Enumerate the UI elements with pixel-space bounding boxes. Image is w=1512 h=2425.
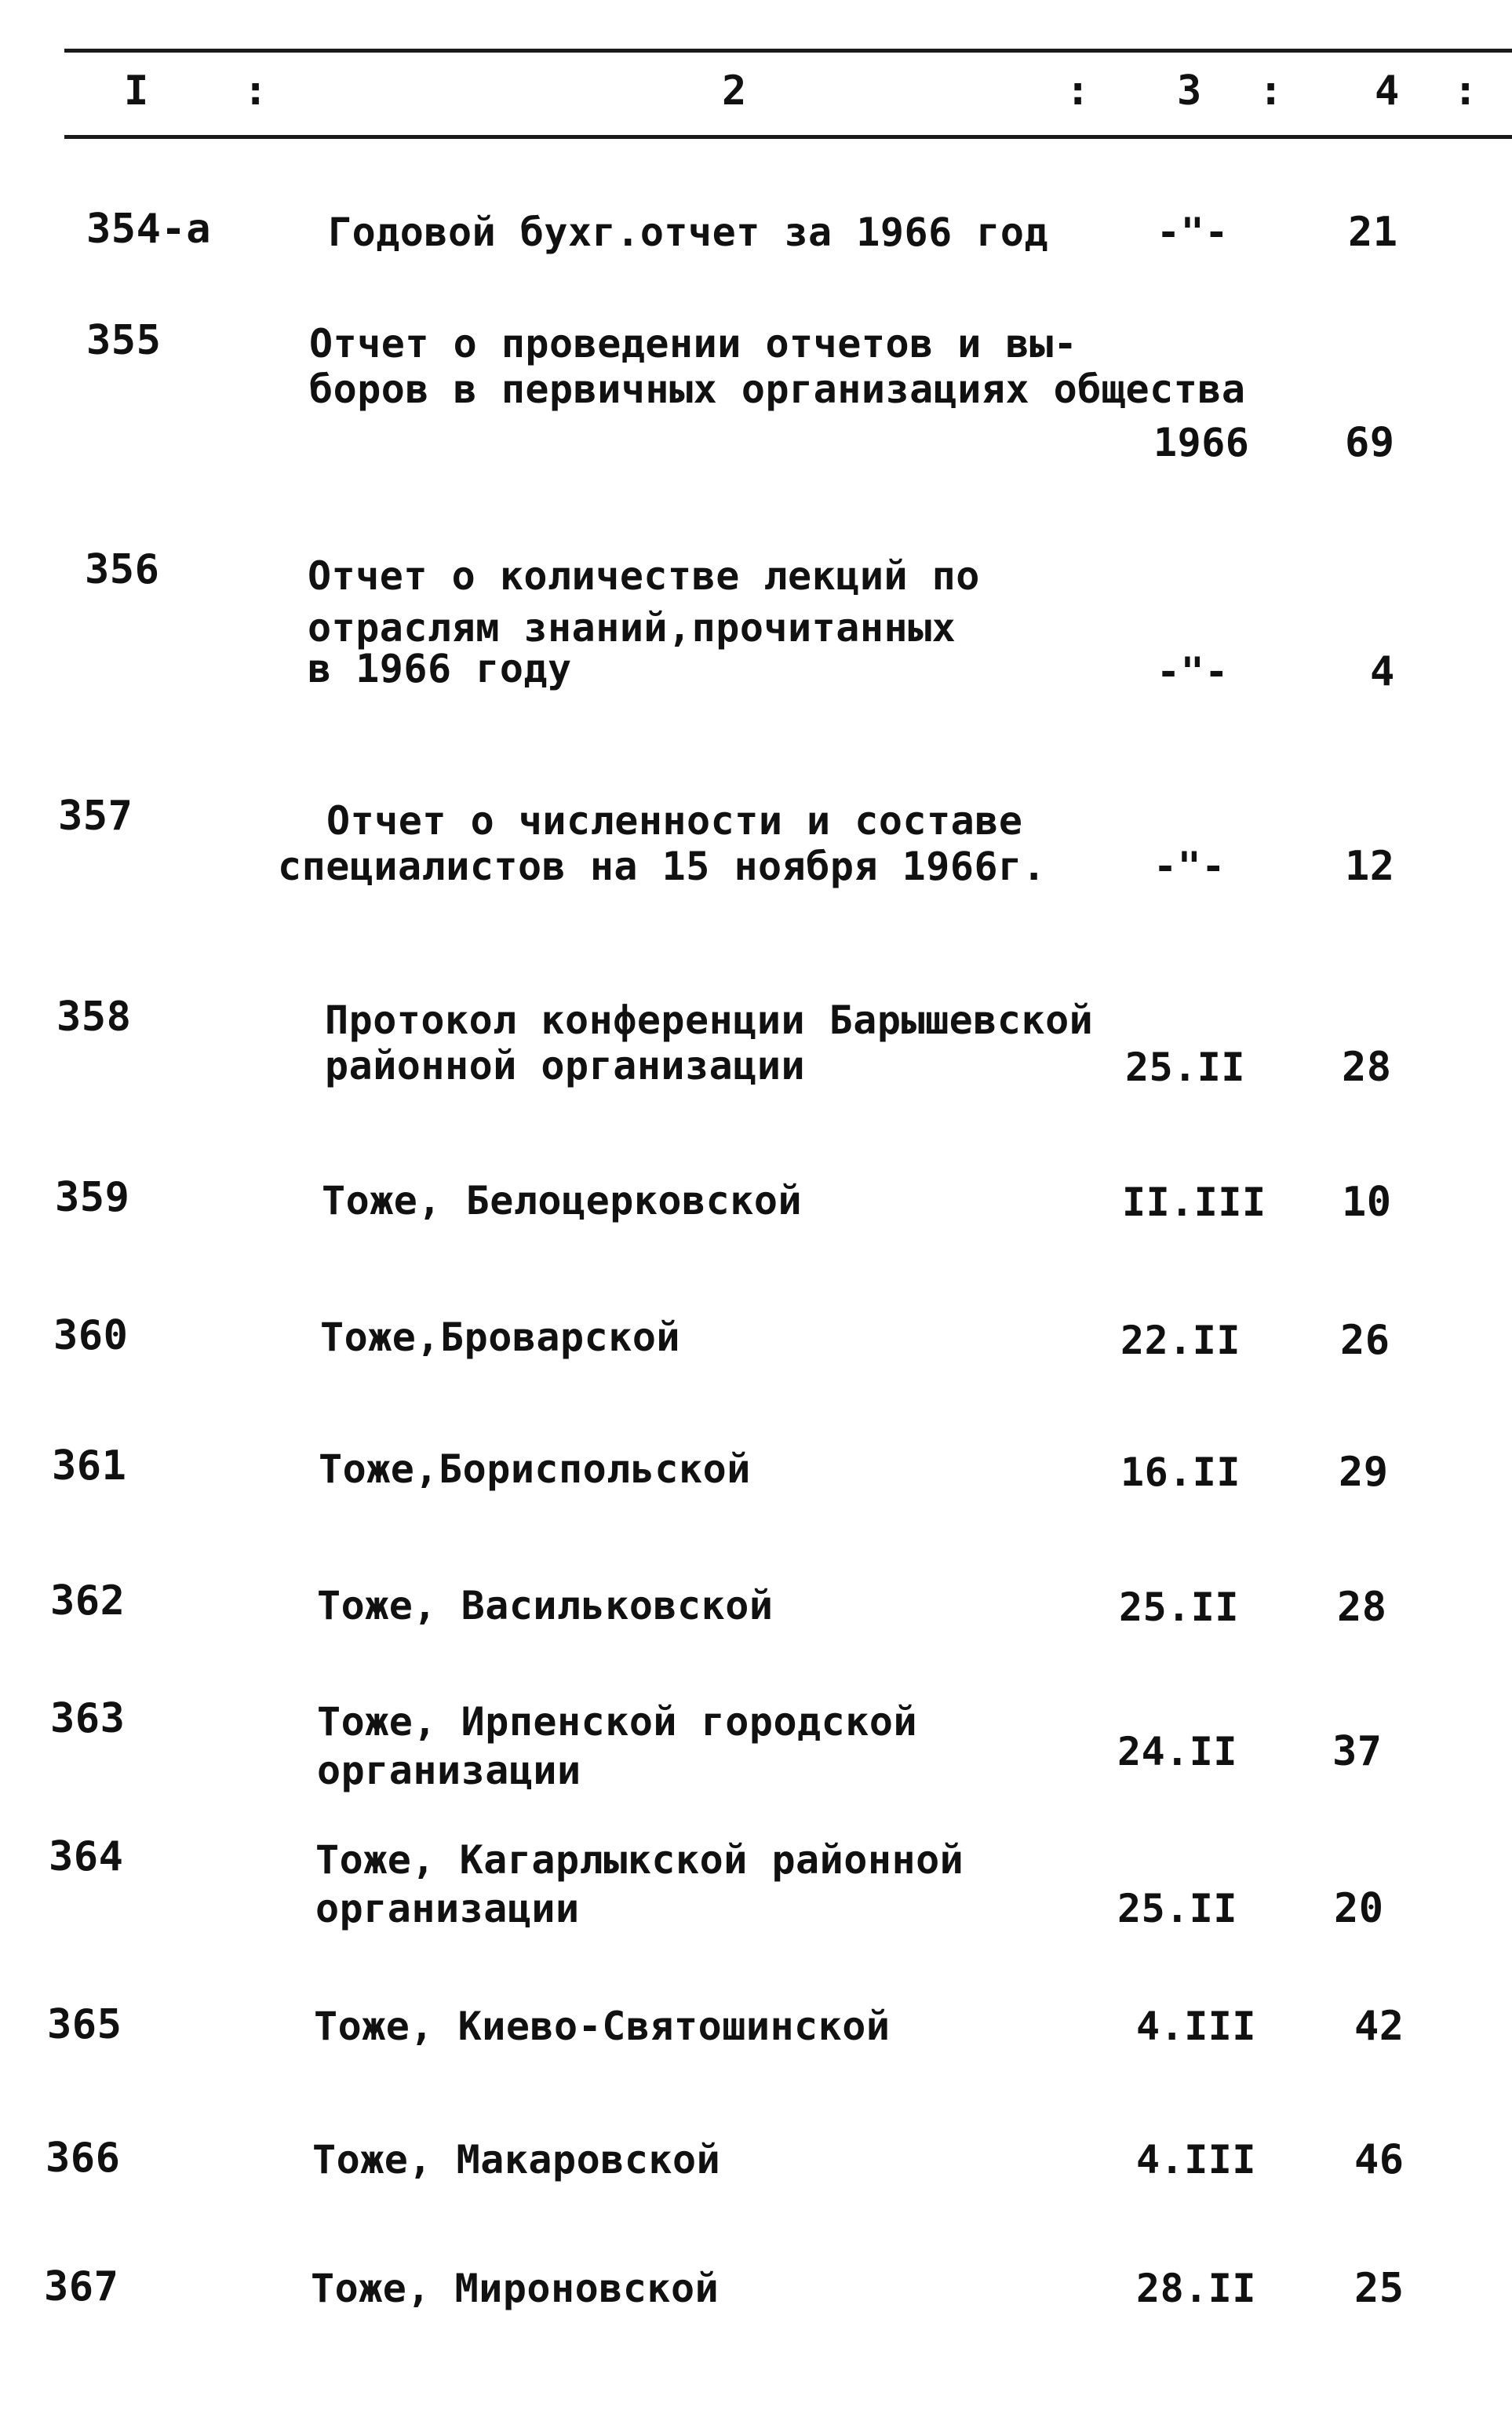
header-separator: :: [1453, 67, 1478, 115]
header-col3: 3: [1177, 67, 1202, 115]
row-title-line: Отчет о количестве лекций по: [308, 553, 980, 599]
header-separator: :: [243, 67, 268, 115]
row-pages: 26: [1340, 1317, 1390, 1364]
row-date: 25.II: [1119, 1584, 1240, 1630]
row-date: -"-: [1157, 210, 1229, 255]
row-pages: 25: [1354, 2265, 1405, 2312]
row-date: 4.III: [1136, 2137, 1257, 2182]
row-date: 25.II: [1125, 1045, 1246, 1090]
row-number: 356: [85, 546, 160, 593]
row-title-line: Протокол конференции Барышевской: [325, 997, 1094, 1043]
row-pages: 42: [1354, 2003, 1405, 2050]
row-date: -"-: [1153, 844, 1226, 889]
row-number: 355: [86, 317, 162, 364]
row-date: II.III: [1122, 1180, 1266, 1225]
header-col2: 2: [722, 67, 747, 115]
row-number: 361: [52, 1442, 127, 1490]
row-pages: 28: [1342, 1044, 1392, 1091]
row-title-line: Тоже, Макаровской: [312, 2137, 721, 2182]
row-title-line: Тоже, Васильковской: [317, 1583, 774, 1628]
row-number: 366: [46, 2135, 121, 2182]
row-title-line: боров в первичных организациях общества: [309, 366, 1246, 412]
row-pages: 10: [1342, 1179, 1392, 1226]
row-date: 24.II: [1117, 1729, 1238, 1774]
row-title-line: Тоже, Кагарлыкской районной: [315, 1837, 964, 1883]
row-title-line: в 1966 году: [308, 646, 572, 691]
row-pages: 21: [1348, 209, 1398, 256]
row-title-line: Отчет о проведении отчетов и вы-: [309, 321, 1078, 366]
header-col4: 4: [1375, 67, 1400, 115]
row-date: -"-: [1157, 649, 1229, 695]
row-title-line: организации: [317, 1748, 581, 1793]
row-number: 360: [53, 1312, 129, 1359]
row-pages: 4: [1370, 648, 1395, 695]
row-pages: 20: [1334, 1885, 1384, 1932]
row-date: 1966: [1153, 420, 1250, 465]
row-pages: 37: [1332, 1728, 1383, 1775]
row-date: 22.II: [1120, 1318, 1241, 1363]
row-number: 365: [47, 2001, 122, 2048]
row-title-line: Отчет о численности и составе: [326, 798, 1023, 844]
row-title-line: Тоже, Белоцерковской: [322, 1178, 803, 1223]
row-title-line: Годовой бухг.отчет за 1966 год: [328, 210, 1049, 255]
row-number: 367: [44, 2263, 119, 2310]
row-title-line: Тоже, Мироновской: [311, 2266, 720, 2311]
row-number: 358: [56, 994, 132, 1041]
header-separator: :: [1259, 67, 1284, 115]
row-date: 16.II: [1120, 1450, 1241, 1495]
row-title-line: Тоже, Киево-Святошинской: [314, 2004, 891, 2049]
row-title-line: отраслям знаний,прочитанных: [308, 605, 956, 651]
row-date: 25.II: [1117, 1886, 1238, 1931]
row-date: 28.II: [1136, 2266, 1257, 2311]
row-title-line: Тоже, Ирпенской городской: [317, 1699, 918, 1745]
row-pages: 46: [1354, 2136, 1405, 2183]
row-number: 362: [50, 1577, 126, 1625]
row-pages: 12: [1345, 843, 1395, 890]
row-number: 354-а: [86, 206, 212, 253]
row-title-line: Тоже,Бориспольской: [319, 1446, 751, 1492]
row-title-line: Тоже,Броварской: [320, 1315, 681, 1360]
header-bottom-rule: [64, 135, 1512, 139]
header-separator: :: [1066, 67, 1091, 115]
row-pages: 29: [1339, 1449, 1389, 1496]
row-number: 357: [58, 793, 133, 840]
row-number: 364: [49, 1833, 124, 1880]
row-title-line: специалистов на 15 ноября 1966г.: [278, 844, 1047, 889]
row-title-line: организации: [315, 1886, 580, 1931]
row-date: 4.III: [1136, 2004, 1257, 2049]
header-top-rule: [64, 49, 1512, 53]
header-col1: I: [124, 67, 149, 115]
row-number: 359: [55, 1174, 130, 1221]
row-title-line: районной организации: [325, 1043, 806, 1089]
row-pages: 69: [1345, 419, 1395, 466]
row-number: 363: [50, 1695, 126, 1742]
row-pages: 28: [1337, 1584, 1387, 1631]
